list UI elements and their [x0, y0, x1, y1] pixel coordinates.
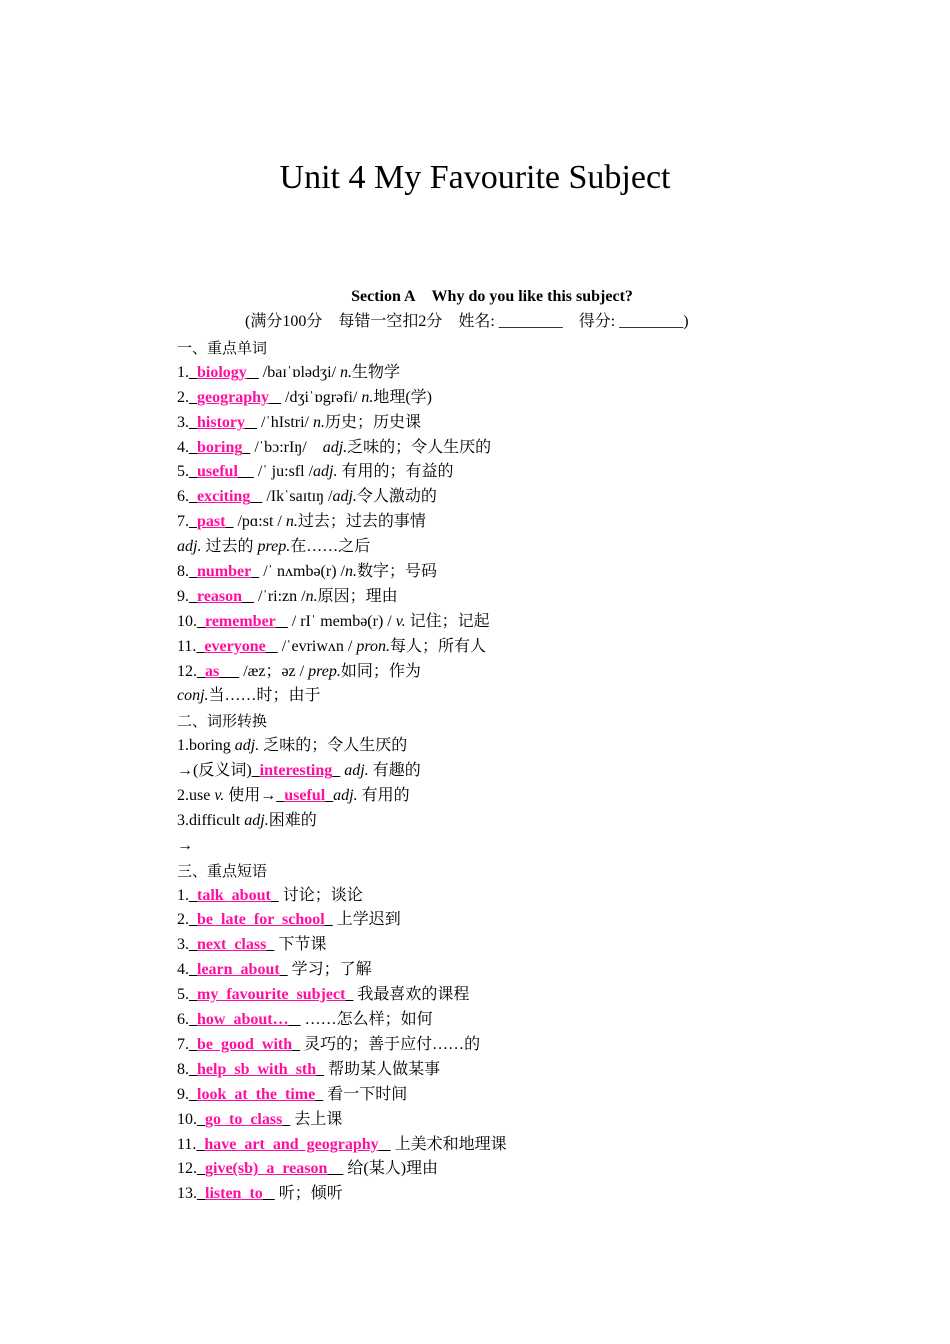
- vocab-item-9: 9. reason /ˈri:zn /n.原因；理由: [177, 587, 398, 605]
- phrase-item-3: 3. next class 下节课: [177, 936, 327, 954]
- answer: help sb with sth: [197, 1060, 317, 1078]
- answer: geography: [197, 388, 269, 406]
- vocab-item-11: 11. everyone /ˈevriwʌn / pron.每人；所有人: [177, 637, 487, 655]
- answer: how about…: [197, 1011, 289, 1029]
- heading-forms: 二、词形转换: [177, 712, 268, 731]
- vocab-item-5: 5. useful /ˈ ju:sfl /adj. 有用的；有益的: [177, 463, 454, 481]
- phrase-item-12: 12. give(sb) a reason 给(某人)理由: [177, 1160, 439, 1178]
- phrase-item-6: 6. how about… ……怎么样；如何: [177, 1011, 433, 1029]
- page-title: Unit 4 My Favourite Subject: [279, 159, 671, 196]
- vocab-item-8: 8. number /ˈ nʌmbə(r) /n.数字；号码: [177, 563, 437, 581]
- vocab-item-2: 2. geography /dʒiˈɒgrəfi/ n.地理(学): [177, 388, 433, 406]
- answer: go to class: [205, 1110, 283, 1128]
- phrase-item-9: 9. look at the time 看一下时间: [177, 1085, 408, 1103]
- vocab-item-3: 3. history /ˈhIstri/ n.历史；历史课: [177, 413, 422, 431]
- heading-vocab: 一、重点单词: [177, 339, 268, 357]
- worksheet-content: [177, 336, 897, 1207]
- vocab-item-1: 1. biology /baɪˈɒlədʒi/ n.生物学: [177, 363, 401, 381]
- answer: interesting: [259, 762, 333, 780]
- vocab-item-4: 4. boring /ˈbɔ:rIŋ/ adj.乏味的；令人生厌的: [177, 438, 492, 456]
- answer: past: [197, 513, 226, 531]
- answer: everyone: [204, 637, 266, 655]
- answer: useful: [284, 787, 326, 805]
- form-item-2: 2.use v. 使用→ useful adj. 有用的: [177, 787, 410, 805]
- vocab-item-12-cont: conj.当……时；由于: [177, 687, 321, 705]
- phrase-item-11: 11. have art and geography 上美术和地理课: [177, 1135, 507, 1153]
- phrase-item-1: 1. talk about 讨论；谈论: [177, 886, 363, 904]
- section-title: Section A Why do you like this subject?: [351, 288, 633, 305]
- form-item-3-answer: →: [177, 836, 193, 854]
- answer: listen to: [205, 1185, 263, 1203]
- answer: boring: [197, 438, 243, 456]
- answer: next class: [197, 936, 267, 954]
- form-item-1-answer: →(反义词) interesting adj. 有趣的: [177, 762, 421, 780]
- answer: learn about: [197, 961, 280, 979]
- answer: biology: [197, 363, 247, 381]
- phrase-item-13: 13. listen to 听；倾听: [177, 1185, 343, 1203]
- answer: history: [197, 413, 245, 431]
- form-item-3: 3.difficult adj.困难的: [177, 811, 317, 829]
- form-item-1: 1.boring adj. 乏味的；令人生厌的: [177, 737, 408, 755]
- answer: exciting: [197, 488, 251, 506]
- answer: give(sb) a reason: [205, 1160, 328, 1178]
- heading-phrases: 三、重点短语: [177, 861, 268, 880]
- vocab-item-10: 10. remember / rIˈ membə(r) / v. 记住；记起: [177, 612, 490, 630]
- answer: as: [205, 662, 220, 680]
- answer: be good with: [197, 1035, 293, 1053]
- phrase-item-8: 8. help sb with sth 帮助某人做某事: [177, 1060, 441, 1078]
- answer: be late for school: [197, 911, 325, 929]
- answer: useful: [197, 463, 238, 481]
- answer: remember: [205, 612, 276, 630]
- vocab-item-6: 6. exciting /Ikˈsaɪtɪŋ /adj.令人激动的: [177, 488, 437, 506]
- answer: have art and geography: [204, 1135, 379, 1153]
- answer: my favourite subject: [197, 986, 346, 1004]
- phrase-item-2: 2. be late for school 上学迟到: [177, 911, 401, 929]
- answer: number: [197, 563, 252, 581]
- phrase-item-7: 7. be good with 灵巧的；善于应付……的: [177, 1035, 481, 1053]
- phrase-item-5: 5. my favourite subject 我最喜欢的课程: [177, 986, 470, 1004]
- phrase-item-4: 4. learn about 学习；了解: [177, 961, 372, 979]
- score-line: (满分100分 每错一空扣2分 姓名: ________ 得分: ________): [245, 313, 689, 330]
- answer: look at the time: [197, 1085, 316, 1103]
- answer: talk about: [197, 886, 271, 904]
- vocab-item-7-cont: adj. 过去的 prep.在……之后: [177, 538, 371, 556]
- phrase-item-10: 10. go to class 去上课: [177, 1110, 343, 1128]
- answer: reason: [197, 587, 243, 605]
- vocab-item-7: 7. past /pɑ:st / n.过去；过去的事情: [177, 513, 426, 531]
- vocab-item-12: 12. as /æz；əz / prep.如同；作为: [177, 662, 421, 680]
